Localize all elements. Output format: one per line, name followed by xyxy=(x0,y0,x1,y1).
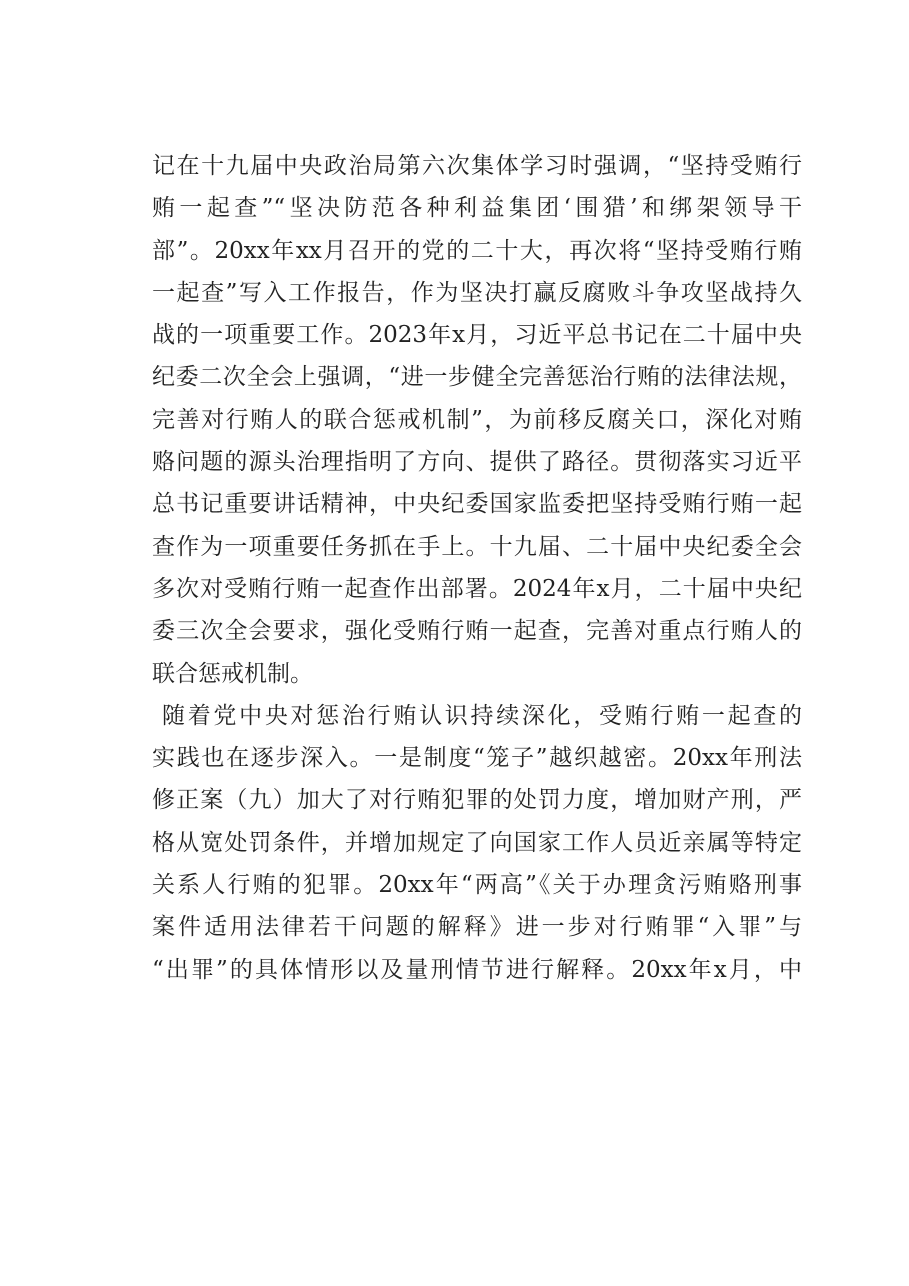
text-line: 案件适用法律若干问题的解释》进一步对行贿罪“入罪”与 xyxy=(152,914,802,941)
text-line: 修正案（九）加大了对行贿犯罪的处罚力度，增加财产刑，严 xyxy=(152,787,802,814)
text-line: 委三次全会要求，强化受贿行贿一起查，完善对重点行贿人的 xyxy=(152,618,802,645)
text-line: 一起查”写入工作报告，作为坚决打赢反腐败斗争攻坚战持久 xyxy=(152,279,802,306)
paragraph-2 xyxy=(152,695,802,991)
text-line: “出罪”的具体情形以及量刑情节进行解释。20xx年x月，中 xyxy=(152,956,802,983)
text-line: 赂问题的源头治理指明了方向、提供了路径。贯彻落实习近平 xyxy=(152,449,802,476)
text-line: 查作为一项重要任务抓在手上。十九届、二十届中央纪委全会 xyxy=(152,533,802,560)
text-line: 联合惩戒机制。 xyxy=(152,660,313,687)
body-text xyxy=(152,145,802,991)
text-line: 关系人行贿的犯罪。20xx年“两高”《关于办理贪污贿赂刑事 xyxy=(152,872,802,899)
text-line: 总书记重要讲话精神，中央纪委国家监委把坚持受贿行贿一起 xyxy=(152,491,802,518)
text-line: 部”。20xx年xx月召开的党的二十大，再次将“坚持受贿行贿 xyxy=(152,237,802,264)
text-line: 随着党中央对惩治行贿认识持续深化，受贿行贿一起查的 xyxy=(162,702,802,729)
text-line: 贿一起查”“坚决防范各种利益集团‘围猎’和绑架领导干 xyxy=(152,195,802,222)
paragraph-1 xyxy=(152,145,802,695)
text-line: 多次对受贿行贿一起查作出部署。2024年x月，二十届中央纪 xyxy=(152,575,802,602)
text-line: 完善对行贿人的联合惩戒机制”，为前移反腐关口，深化对贿 xyxy=(152,406,802,433)
text-line: 格从宽处罚条件，并增加规定了向国家工作人员近亲属等特定 xyxy=(152,829,802,856)
text-line: 实践也在逐步深入。一是制度“笼子”越织越密。20xx年刑法 xyxy=(152,745,802,772)
text-line: 战的一项重要工作。2023年x月，习近平总书记在二十届中央 xyxy=(152,322,802,349)
text-line: 纪委二次全会上强调，“进一步健全完善惩治行贿的法律法规， xyxy=(152,364,802,391)
text-line: 记在十九届中央政治局第六次集体学习时强调，“坚持受贿行 xyxy=(152,153,802,179)
